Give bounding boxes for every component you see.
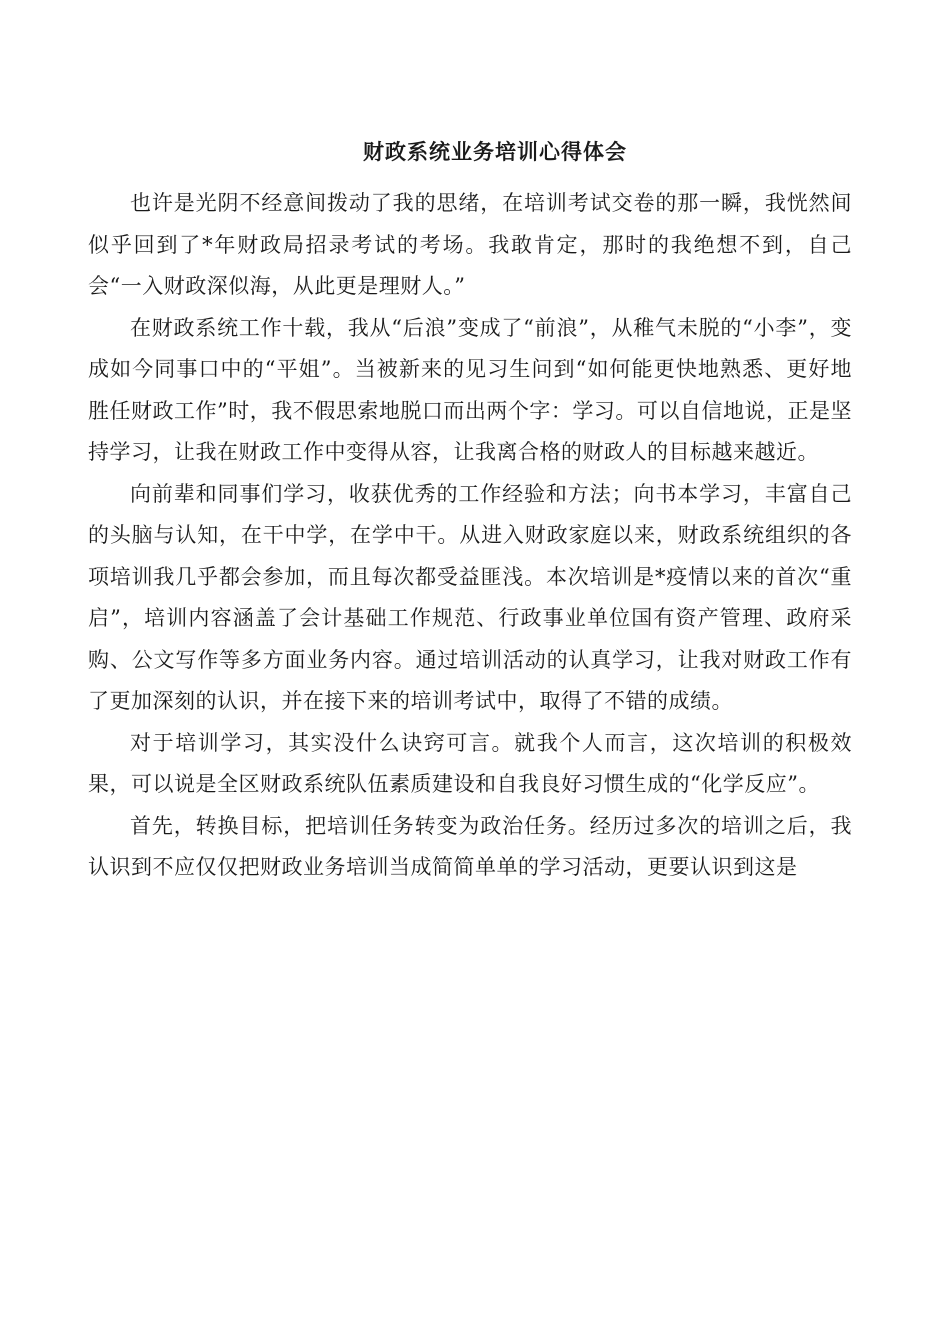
paragraph-4: 对于培训学习，其实没什么诀窍可言。就我个人而言，这次培训的积极效果，可以说是全区财政系统队伍素质建设和自我良好习惯生成的“化学反应”。 (88, 730, 852, 796)
document-body (88, 183, 852, 889)
paragraph-1: 也许是光阴不经意间拨动了我的思绪，在培训考试交卷的那一瞬，我恍然间似乎回到了*年财政局招录考试的考场。我敢肯定，那时的我绝想不到，自己会“一入财政深似海，从此更是理财人。” (88, 191, 852, 298)
paragraph-2: 在财政系统工作十载，我从“后浪”变成了“前浪”，从稚气未脱的“小李”，变成如今同事口中的“平姐”。当被新来的见习生问到“如何能更快地熟悉、更好地胜任财政工作”时，我不假思索地脱口而出两个字：学习。可以自信地说，正是坚持学习，让我在财政工作中变得从容，让我离合格的财政人的目标越来越近。 (88, 315, 852, 464)
paragraph-5: 首先，转换目标，把培训任务转变为政治任务。经历过多次的培训之后，我认识到不应仅仅把财政业务培训当成简简单单的学习活动，更要认识到这是 (88, 813, 852, 879)
document-title: 财政系统业务培训心得体会 (363, 140, 627, 164)
paragraph-3: 向前辈和同事们学习，收获优秀的工作经验和方法；向书本学习，丰富自己的头脑与认知，在干中学，在学中干。从进入财政家庭以来，财政系统组织的各项培训我几乎都会参加，而且每次都受益匪浅。本次培训是*疫情以来的首次“重启”，培训内容涵盖了会计基础工作规范、行政事业单位国有资产管理、政府采购、公文写作等多方面业务内容。通过培训活动的认真学习，让我对财政工作有了更加深刻的认识，并在接下来的培训考试中，取得了不错的成绩。 (88, 481, 852, 713)
